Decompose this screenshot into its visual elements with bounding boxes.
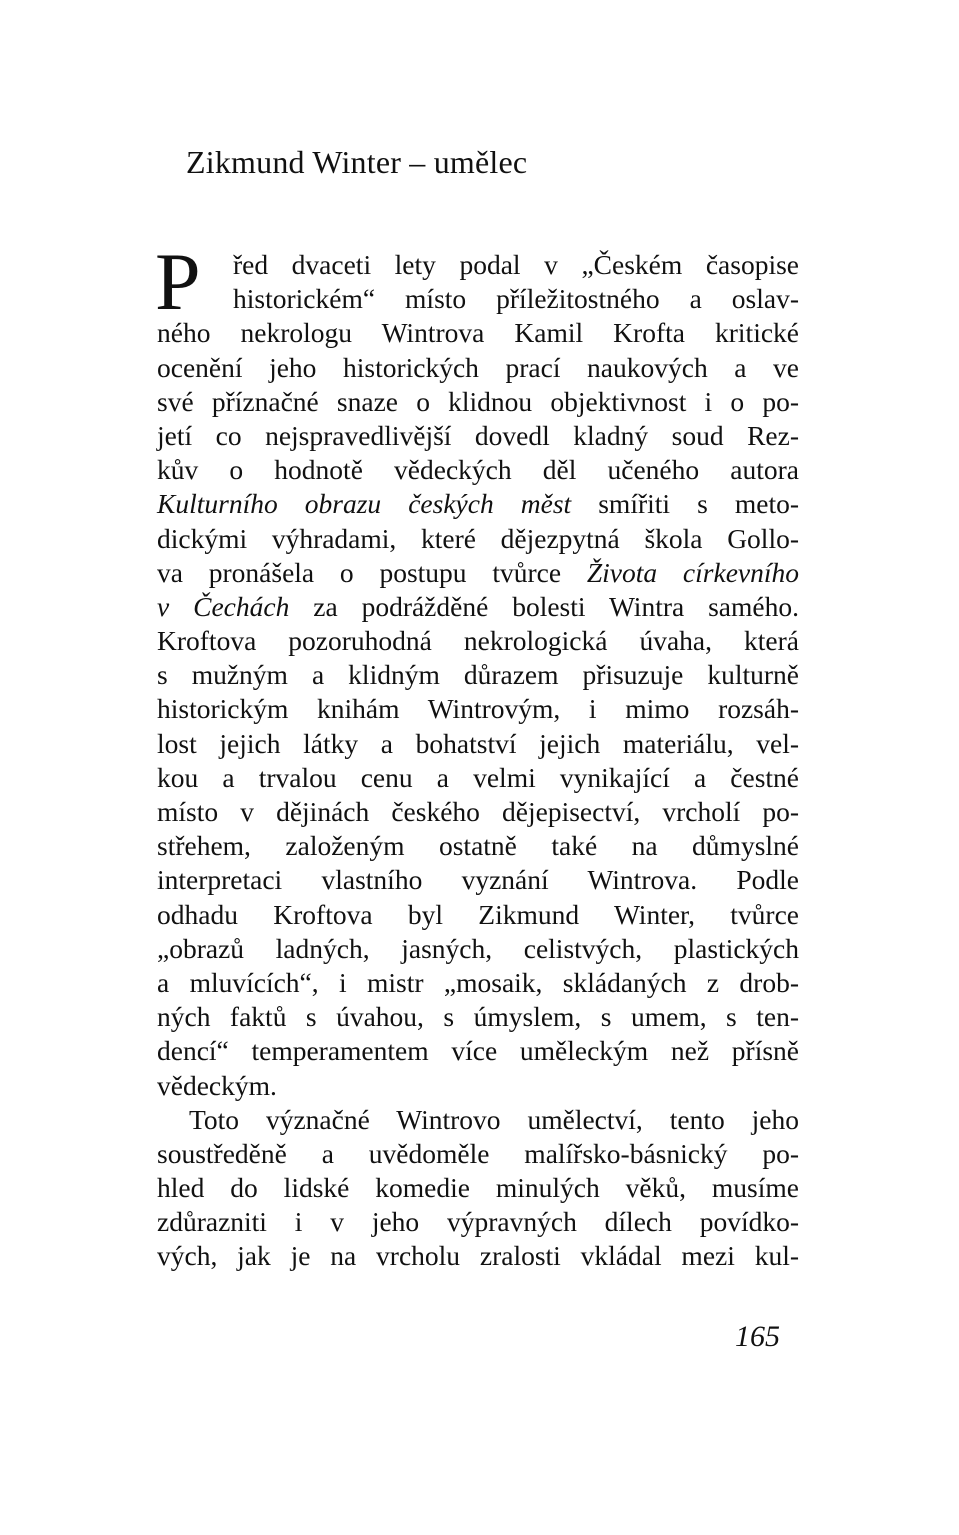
text-line: odhadu Kroftova byl Zikmund Winter, tvůrce — [157, 898, 799, 930]
italic-book-title: Kulturního obrazu českých měst — [157, 488, 572, 520]
text-line: „obrazů ladných, jasných, celistvých, plastických — [157, 932, 799, 964]
text-line: historickým knihám Wintrovým, i mimo rozsáh- — [157, 693, 799, 725]
text-line: va pronášela o postupu tvůrce Života církevního — [157, 556, 799, 588]
drop-cap: P — [155, 236, 201, 327]
text-line: řed dvaceti lety podal v „Českém časopise — [233, 249, 799, 280]
text-line: ného nekrologu Wintrova Kamil Krofta kritické — [157, 317, 799, 349]
text-line: vědeckým. — [157, 1069, 277, 1101]
text-line: jetí co nejspravedlivější dovedl kladný soud Rez- — [157, 419, 799, 451]
page-number: 165 — [735, 1320, 780, 1353]
text-line: střehem, založeným ostatně také na důmyslné — [157, 830, 799, 862]
text-line: hled do lidské komedie minulých věků, musíme — [157, 1172, 799, 1204]
text-line: a mluvících“, i mistr „mosaik, skládaných z drob- — [157, 966, 799, 998]
text-line: historickém“ místo příležitostného a oslav- — [233, 283, 799, 315]
text-line: dencí“ temperamentem více uměleckým než přísně — [157, 1035, 799, 1067]
text-line: lost jejich látky a bohatství jejich materiálu, vel- — [157, 727, 799, 759]
text-line: Kulturního obrazu českých měst smířiti s meto- — [157, 488, 799, 520]
text-line: Kroftova pozoruhodná nekrologická úvaha, která — [157, 625, 799, 657]
text-line: kou a trvalou cenu a velmi vynikající a čestné — [157, 761, 799, 793]
text-line: dickými výhradami, které dějezpytná škola Gollo- — [157, 522, 799, 554]
text-line: v Čechách za podrážděné bolesti Wintra samého. — [157, 590, 799, 622]
text-line: kův o hodnotě vědeckých děl učeného autora — [157, 454, 799, 486]
text-line: ných faktů s úvahou, s úmyslem, s umem, s ten- — [157, 1001, 799, 1033]
text-line: Toto význačné Wintrovo umělectví, tento jeho — [189, 1103, 799, 1135]
text-line: místo v dějinách českého dějepisectví, vrcholí po- — [157, 796, 799, 827]
text-line: soustředěně a uvědoměle malířsko-básnický po- — [157, 1137, 799, 1169]
text-line: interpretaci vlastního vyznání Wintrova. Podle — [157, 864, 799, 896]
text-line: své příznačné snaze o klidnou objektivnost i o po- — [157, 385, 799, 417]
text-line: s mužným a klidným důrazem přisuzuje kulturně — [157, 659, 799, 691]
italic-book-title: v Čechách — [157, 590, 290, 622]
italic-book-title: Života církevního — [586, 556, 799, 588]
text-line: ocenění jeho historických prací naukových a ve — [157, 351, 799, 383]
text-line: vých, jak je na vrcholu zralosti vkládal mezi kul- — [157, 1240, 799, 1272]
text-line: zdůrazniti i v jeho výpravných dílech povídko- — [157, 1206, 799, 1238]
chapter-title: Zikmund Winter – umělec — [186, 144, 528, 180]
body-text — [155, 236, 799, 1274]
